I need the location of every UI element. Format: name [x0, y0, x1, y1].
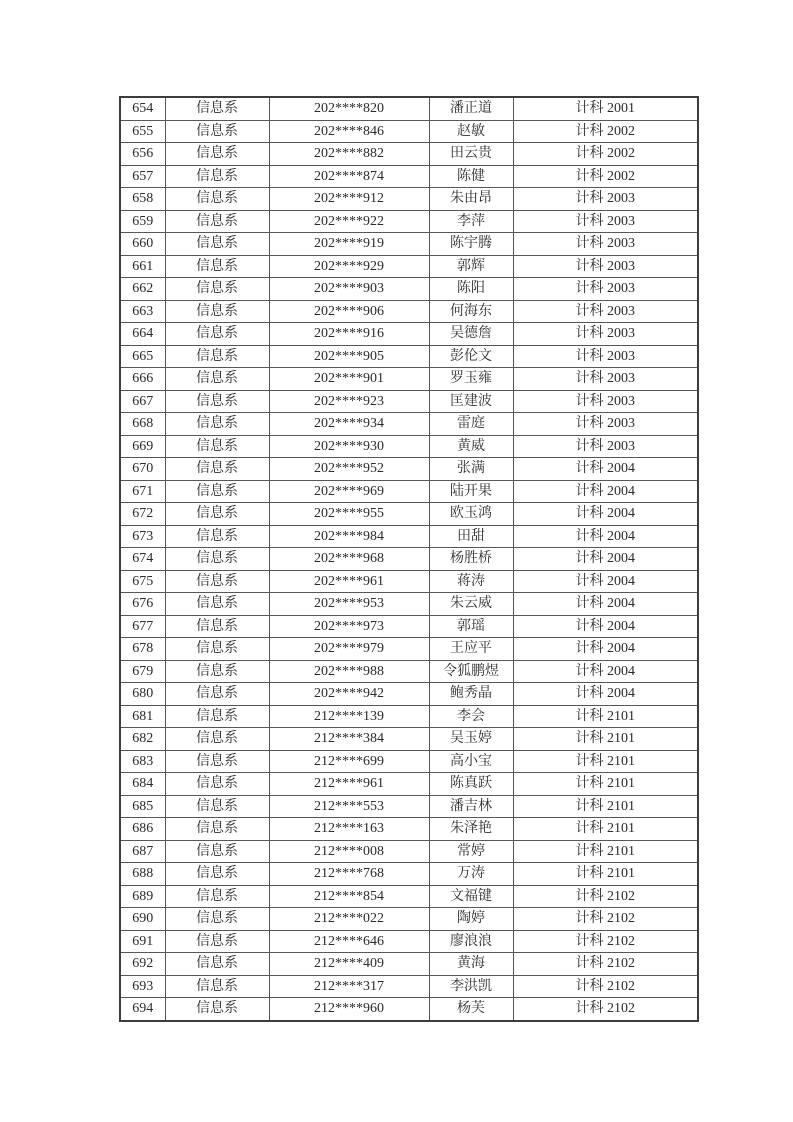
cell-student-name: 朱由昂: [429, 188, 513, 211]
cell-row-number: 691: [120, 930, 165, 953]
cell-row-number: 662: [120, 278, 165, 301]
table-row: [120, 143, 698, 166]
cell-class: 计科 2102: [513, 975, 698, 998]
cell-row-number: 669: [120, 435, 165, 458]
cell-student-name: 彭伦文: [429, 345, 513, 368]
cell-student-name: 李会: [429, 705, 513, 728]
cell-student-id: 212****960: [269, 998, 429, 1021]
cell-student-name: 欧玉鸿: [429, 503, 513, 526]
table-row: [120, 548, 698, 571]
cell-class: 计科 2102: [513, 885, 698, 908]
cell-student-id: 202****905: [269, 345, 429, 368]
cell-department: 信息系: [165, 165, 269, 188]
cell-row-number: 664: [120, 323, 165, 346]
cell-class: 计科 2101: [513, 863, 698, 886]
cell-department: 信息系: [165, 975, 269, 998]
cell-department: 信息系: [165, 998, 269, 1021]
table-row: [120, 863, 698, 886]
table-row: [120, 435, 698, 458]
cell-row-number: 689: [120, 885, 165, 908]
cell-row-number: 675: [120, 570, 165, 593]
cell-student-id: 202****953: [269, 593, 429, 616]
cell-department: 信息系: [165, 503, 269, 526]
cell-student-id: 212****163: [269, 818, 429, 841]
student-roster-table: [119, 96, 699, 1022]
cell-department: 信息系: [165, 638, 269, 661]
cell-student-id: 202****961: [269, 570, 429, 593]
table-row: [120, 975, 698, 998]
cell-student-name: 朱云威: [429, 593, 513, 616]
cell-student-id: 212****139: [269, 705, 429, 728]
cell-student-name: 田甜: [429, 525, 513, 548]
table-row: [120, 233, 698, 256]
cell-class: 计科 2003: [513, 368, 698, 391]
roster-table-body: [120, 97, 698, 1021]
cell-student-id: 212****646: [269, 930, 429, 953]
cell-row-number: 688: [120, 863, 165, 886]
cell-student-name: 王应平: [429, 638, 513, 661]
cell-student-id: 202****922: [269, 210, 429, 233]
cell-class: 计科 2004: [513, 660, 698, 683]
cell-class: 计科 2101: [513, 705, 698, 728]
cell-department: 信息系: [165, 885, 269, 908]
cell-department: 信息系: [165, 480, 269, 503]
table-row: [120, 278, 698, 301]
cell-row-number: 656: [120, 143, 165, 166]
cell-department: 信息系: [165, 188, 269, 211]
cell-student-name: 黄海: [429, 953, 513, 976]
table-row: [120, 840, 698, 863]
cell-student-id: 202****969: [269, 480, 429, 503]
cell-row-number: 655: [120, 120, 165, 143]
cell-row-number: 657: [120, 165, 165, 188]
cell-row-number: 687: [120, 840, 165, 863]
cell-row-number: 667: [120, 390, 165, 413]
cell-department: 信息系: [165, 705, 269, 728]
cell-student-name: 雷庭: [429, 413, 513, 436]
cell-row-number: 661: [120, 255, 165, 278]
cell-department: 信息系: [165, 120, 269, 143]
cell-department: 信息系: [165, 525, 269, 548]
cell-student-id: 212****022: [269, 908, 429, 931]
cell-student-name: 罗玉雍: [429, 368, 513, 391]
cell-row-number: 677: [120, 615, 165, 638]
cell-row-number: 693: [120, 975, 165, 998]
cell-student-id: 202****934: [269, 413, 429, 436]
cell-class: 计科 2004: [513, 683, 698, 706]
cell-student-id: 202****820: [269, 97, 429, 120]
table-row: [120, 930, 698, 953]
cell-row-number: 665: [120, 345, 165, 368]
table-row: [120, 953, 698, 976]
cell-department: 信息系: [165, 278, 269, 301]
cell-class: 计科 2003: [513, 323, 698, 346]
cell-class: 计科 2101: [513, 750, 698, 773]
cell-student-id: 212****699: [269, 750, 429, 773]
cell-student-name: 廖浪浪: [429, 930, 513, 953]
cell-class: 计科 2102: [513, 953, 698, 976]
cell-row-number: 694: [120, 998, 165, 1021]
cell-class: 计科 2003: [513, 300, 698, 323]
cell-class: 计科 2102: [513, 998, 698, 1021]
cell-student-name: 郭瑶: [429, 615, 513, 638]
cell-student-id: 202****923: [269, 390, 429, 413]
table-row: [120, 300, 698, 323]
cell-row-number: 684: [120, 773, 165, 796]
cell-row-number: 670: [120, 458, 165, 481]
cell-class: 计科 2004: [513, 615, 698, 638]
table-row: [120, 728, 698, 751]
cell-row-number: 682: [120, 728, 165, 751]
cell-student-name: 田云贵: [429, 143, 513, 166]
table-row: [120, 97, 698, 120]
cell-student-name: 朱泽艳: [429, 818, 513, 841]
table-row: [120, 390, 698, 413]
cell-student-name: 蒋涛: [429, 570, 513, 593]
cell-department: 信息系: [165, 818, 269, 841]
cell-department: 信息系: [165, 930, 269, 953]
table-row: [120, 188, 698, 211]
table-row: [120, 255, 698, 278]
cell-class: 计科 2001: [513, 97, 698, 120]
cell-department: 信息系: [165, 233, 269, 256]
table-row: [120, 503, 698, 526]
table-row: [120, 525, 698, 548]
cell-department: 信息系: [165, 210, 269, 233]
cell-student-id: 212****553: [269, 795, 429, 818]
cell-student-name: 鲍秀晶: [429, 683, 513, 706]
cell-class: 计科 2102: [513, 908, 698, 931]
cell-student-id: 202****882: [269, 143, 429, 166]
cell-student-name: 文福键: [429, 885, 513, 908]
cell-row-number: 683: [120, 750, 165, 773]
cell-row-number: 659: [120, 210, 165, 233]
cell-department: 信息系: [165, 255, 269, 278]
cell-student-id: 202****930: [269, 435, 429, 458]
cell-student-id: 212****409: [269, 953, 429, 976]
table-row: [120, 638, 698, 661]
cell-class: 计科 2004: [513, 503, 698, 526]
table-row: [120, 593, 698, 616]
cell-student-id: 212****854: [269, 885, 429, 908]
cell-row-number: 685: [120, 795, 165, 818]
cell-department: 信息系: [165, 683, 269, 706]
cell-student-name: 杨芙: [429, 998, 513, 1021]
table-row: [120, 368, 698, 391]
cell-class: 计科 2003: [513, 390, 698, 413]
cell-student-name: 潘吉林: [429, 795, 513, 818]
cell-class: 计科 2102: [513, 930, 698, 953]
cell-row-number: 672: [120, 503, 165, 526]
table-row: [120, 795, 698, 818]
cell-student-name: 何海东: [429, 300, 513, 323]
cell-department: 信息系: [165, 413, 269, 436]
cell-row-number: 663: [120, 300, 165, 323]
cell-student-id: 202****901: [269, 368, 429, 391]
cell-department: 信息系: [165, 750, 269, 773]
cell-row-number: 673: [120, 525, 165, 548]
cell-student-name: 赵敏: [429, 120, 513, 143]
cell-student-name: 潘正道: [429, 97, 513, 120]
cell-student-name: 陈真跃: [429, 773, 513, 796]
cell-student-name: 高小宝: [429, 750, 513, 773]
table-row: [120, 458, 698, 481]
cell-student-id: 202****906: [269, 300, 429, 323]
cell-department: 信息系: [165, 660, 269, 683]
cell-department: 信息系: [165, 97, 269, 120]
cell-student-id: 202****916: [269, 323, 429, 346]
cell-department: 信息系: [165, 143, 269, 166]
cell-student-id: 202****929: [269, 255, 429, 278]
cell-department: 信息系: [165, 323, 269, 346]
cell-class: 计科 2101: [513, 728, 698, 751]
cell-department: 信息系: [165, 728, 269, 751]
cell-department: 信息系: [165, 570, 269, 593]
cell-student-name: 李萍: [429, 210, 513, 233]
cell-student-id: 202****955: [269, 503, 429, 526]
cell-student-id: 212****768: [269, 863, 429, 886]
cell-department: 信息系: [165, 345, 269, 368]
cell-row-number: 660: [120, 233, 165, 256]
cell-row-number: 658: [120, 188, 165, 211]
cell-student-name: 杨胜桥: [429, 548, 513, 571]
cell-class: 计科 2003: [513, 278, 698, 301]
table-row: [120, 210, 698, 233]
cell-class: 计科 2101: [513, 795, 698, 818]
cell-class: 计科 2004: [513, 638, 698, 661]
cell-class: 计科 2101: [513, 818, 698, 841]
cell-student-name: 郭辉: [429, 255, 513, 278]
cell-department: 信息系: [165, 458, 269, 481]
cell-class: 计科 2004: [513, 480, 698, 503]
table-row: [120, 480, 698, 503]
cell-student-name: 陈宇腾: [429, 233, 513, 256]
table-row: [120, 323, 698, 346]
table-row: [120, 750, 698, 773]
cell-class: 计科 2002: [513, 143, 698, 166]
cell-student-name: 陈健: [429, 165, 513, 188]
cell-department: 信息系: [165, 593, 269, 616]
cell-department: 信息系: [165, 390, 269, 413]
table-row: [120, 998, 698, 1021]
cell-row-number: 671: [120, 480, 165, 503]
table-row: [120, 908, 698, 931]
cell-row-number: 678: [120, 638, 165, 661]
cell-student-name: 令狐鹏煜: [429, 660, 513, 683]
cell-department: 信息系: [165, 773, 269, 796]
cell-department: 信息系: [165, 840, 269, 863]
cell-student-name: 黄威: [429, 435, 513, 458]
cell-class: 计科 2003: [513, 345, 698, 368]
cell-class: 计科 2003: [513, 210, 698, 233]
cell-student-name: 吴玉婷: [429, 728, 513, 751]
cell-student-name: 匡建波: [429, 390, 513, 413]
cell-class: 计科 2101: [513, 773, 698, 796]
cell-student-id: 202****919: [269, 233, 429, 256]
cell-department: 信息系: [165, 435, 269, 458]
cell-row-number: 686: [120, 818, 165, 841]
cell-student-name: 陈阳: [429, 278, 513, 301]
cell-student-id: 212****961: [269, 773, 429, 796]
cell-student-id: 202****846: [269, 120, 429, 143]
cell-class: 计科 2003: [513, 435, 698, 458]
table-row: [120, 818, 698, 841]
table-row: [120, 773, 698, 796]
cell-student-id: 202****942: [269, 683, 429, 706]
cell-row-number: 692: [120, 953, 165, 976]
table-row: [120, 345, 698, 368]
cell-student-name: 李洪凯: [429, 975, 513, 998]
table-row: [120, 165, 698, 188]
cell-student-name: 张满: [429, 458, 513, 481]
cell-row-number: 666: [120, 368, 165, 391]
cell-student-id: 212****008: [269, 840, 429, 863]
cell-class: 计科 2003: [513, 413, 698, 436]
cell-class: 计科 2003: [513, 188, 698, 211]
cell-student-id: 202****912: [269, 188, 429, 211]
table-row: [120, 120, 698, 143]
cell-class: 计科 2002: [513, 120, 698, 143]
cell-class: 计科 2002: [513, 165, 698, 188]
cell-student-name: 陶婷: [429, 908, 513, 931]
cell-student-id: 212****384: [269, 728, 429, 751]
table-row: [120, 885, 698, 908]
cell-department: 信息系: [165, 615, 269, 638]
cell-department: 信息系: [165, 548, 269, 571]
cell-class: 计科 2003: [513, 233, 698, 256]
cell-department: 信息系: [165, 795, 269, 818]
cell-student-name: 万涛: [429, 863, 513, 886]
cell-student-name: 常婷: [429, 840, 513, 863]
cell-row-number: 676: [120, 593, 165, 616]
cell-class: 计科 2004: [513, 593, 698, 616]
cell-student-id: 202****979: [269, 638, 429, 661]
cell-student-id: 202****952: [269, 458, 429, 481]
cell-department: 信息系: [165, 908, 269, 931]
cell-student-id: 202****968: [269, 548, 429, 571]
cell-department: 信息系: [165, 863, 269, 886]
cell-student-id: 202****984: [269, 525, 429, 548]
cell-row-number: 668: [120, 413, 165, 436]
cell-row-number: 674: [120, 548, 165, 571]
cell-row-number: 679: [120, 660, 165, 683]
table-row: [120, 615, 698, 638]
cell-class: 计科 2004: [513, 570, 698, 593]
cell-class: 计科 2004: [513, 458, 698, 481]
cell-class: 计科 2101: [513, 840, 698, 863]
cell-class: 计科 2004: [513, 548, 698, 571]
table-row: [120, 570, 698, 593]
table-row: [120, 660, 698, 683]
cell-row-number: 690: [120, 908, 165, 931]
table-row: [120, 683, 698, 706]
cell-student-id: 202****973: [269, 615, 429, 638]
cell-student-id: 202****988: [269, 660, 429, 683]
cell-department: 信息系: [165, 300, 269, 323]
cell-row-number: 680: [120, 683, 165, 706]
cell-student-name: 陆开果: [429, 480, 513, 503]
cell-department: 信息系: [165, 368, 269, 391]
cell-row-number: 654: [120, 97, 165, 120]
cell-student-id: 202****874: [269, 165, 429, 188]
cell-row-number: 681: [120, 705, 165, 728]
cell-student-id: 202****903: [269, 278, 429, 301]
cell-student-id: 212****317: [269, 975, 429, 998]
cell-class: 计科 2004: [513, 525, 698, 548]
table-row: [120, 705, 698, 728]
cell-department: 信息系: [165, 953, 269, 976]
cell-class: 计科 2003: [513, 255, 698, 278]
cell-student-name: 吴德詹: [429, 323, 513, 346]
table-row: [120, 413, 698, 436]
